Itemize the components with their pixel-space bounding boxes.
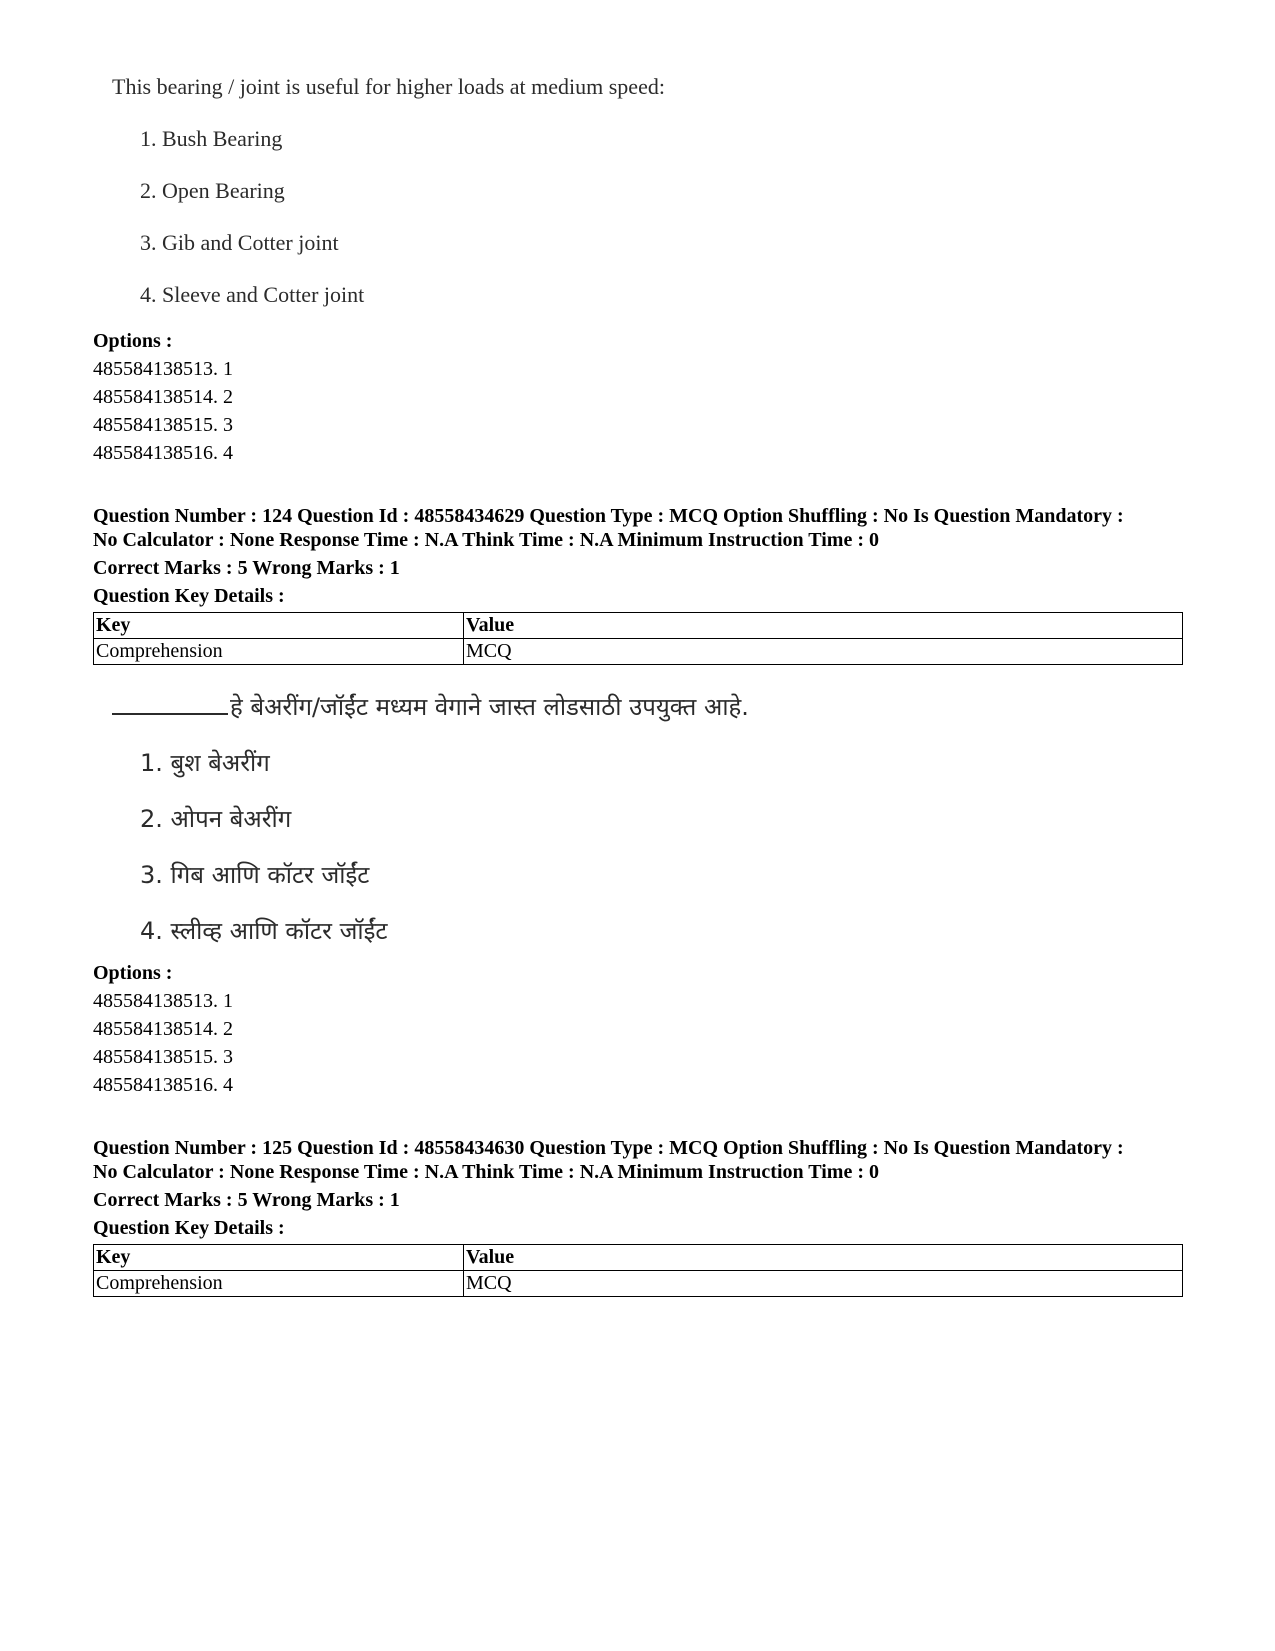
table-header-key: Key bbox=[94, 613, 464, 639]
choice-3: 3. Gib and Cotter joint bbox=[140, 230, 339, 255]
option-3: 485584138515. 3 bbox=[93, 414, 233, 436]
key-details-label: Question Key Details : bbox=[93, 585, 285, 607]
table-cell-value: MCQ bbox=[464, 1271, 1183, 1297]
option-4: 485584138516. 4 bbox=[93, 442, 233, 464]
choice-1: 1. बुश बेअरींग bbox=[140, 749, 270, 777]
question-meta-line1: Question Number : 125 Question Id : 48558434630 Question Type : MCQ Option Shuffling : No Is Question Mandatory : bbox=[93, 1137, 1124, 1159]
option-2: 485584138514. 2 bbox=[93, 1018, 233, 1040]
table-cell-key: Comprehension bbox=[94, 1271, 464, 1297]
option-1: 485584138513. 1 bbox=[93, 358, 233, 380]
marks-line: Correct Marks : 5 Wrong Marks : 1 bbox=[93, 1189, 400, 1211]
table-row bbox=[94, 639, 1183, 665]
table-cell-key: Comprehension bbox=[94, 639, 464, 665]
table-header-value: Value bbox=[464, 1245, 1183, 1271]
choice-3: 3. गिब आणि कॉटर जॉईंट bbox=[140, 861, 370, 889]
option-3: 485584138515. 3 bbox=[93, 1046, 233, 1068]
option-2: 485584138514. 2 bbox=[93, 386, 233, 408]
marks-line: Correct Marks : 5 Wrong Marks : 1 bbox=[93, 557, 400, 579]
question-meta-line1: Question Number : 124 Question Id : 48558434629 Question Type : MCQ Option Shuffling : No Is Question Mandatory : bbox=[93, 505, 1124, 527]
fill-blank-line bbox=[112, 693, 228, 715]
table-row bbox=[94, 1271, 1183, 1297]
option-4: 485584138516. 4 bbox=[93, 1074, 233, 1096]
option-1: 485584138513. 1 bbox=[93, 990, 233, 1012]
choice-2: 2. Open Bearing bbox=[140, 178, 285, 203]
table-header-value: Value bbox=[464, 613, 1183, 639]
key-details-table bbox=[93, 612, 1183, 665]
question-meta-line2: No Calculator : None Response Time : N.A Think Time : N.A Minimum Instruction Time : 0 bbox=[93, 529, 879, 551]
table-header-row bbox=[94, 613, 1183, 639]
question-stem-marathi bbox=[112, 690, 749, 723]
table-header-row bbox=[94, 1245, 1183, 1271]
table-cell-value: MCQ bbox=[464, 639, 1183, 665]
question-stem-english: This bearing / joint is useful for higher loads at medium speed: bbox=[112, 74, 665, 99]
options-label: Options : bbox=[93, 962, 173, 984]
choice-2: 2. ओपन बेअरींग bbox=[140, 805, 292, 833]
choice-4: 4. Sleeve and Cotter joint bbox=[140, 282, 365, 307]
question-meta-line2: No Calculator : None Response Time : N.A Think Time : N.A Minimum Instruction Time : 0 bbox=[93, 1161, 879, 1183]
question-stem-marathi-text: हे बेअरींग/जॉईंट मध्यम वेगाने जास्त लोडसाठी उपयुक्त आहे. bbox=[230, 693, 749, 721]
choice-1: 1. Bush Bearing bbox=[140, 126, 283, 151]
table-header-key: Key bbox=[94, 1245, 464, 1271]
key-details-label: Question Key Details : bbox=[93, 1217, 285, 1239]
options-label: Options : bbox=[93, 330, 173, 352]
key-details-table bbox=[93, 1244, 1183, 1297]
choice-4: 4. स्लीव्ह आणि कॉटर जॉईंट bbox=[140, 917, 388, 945]
